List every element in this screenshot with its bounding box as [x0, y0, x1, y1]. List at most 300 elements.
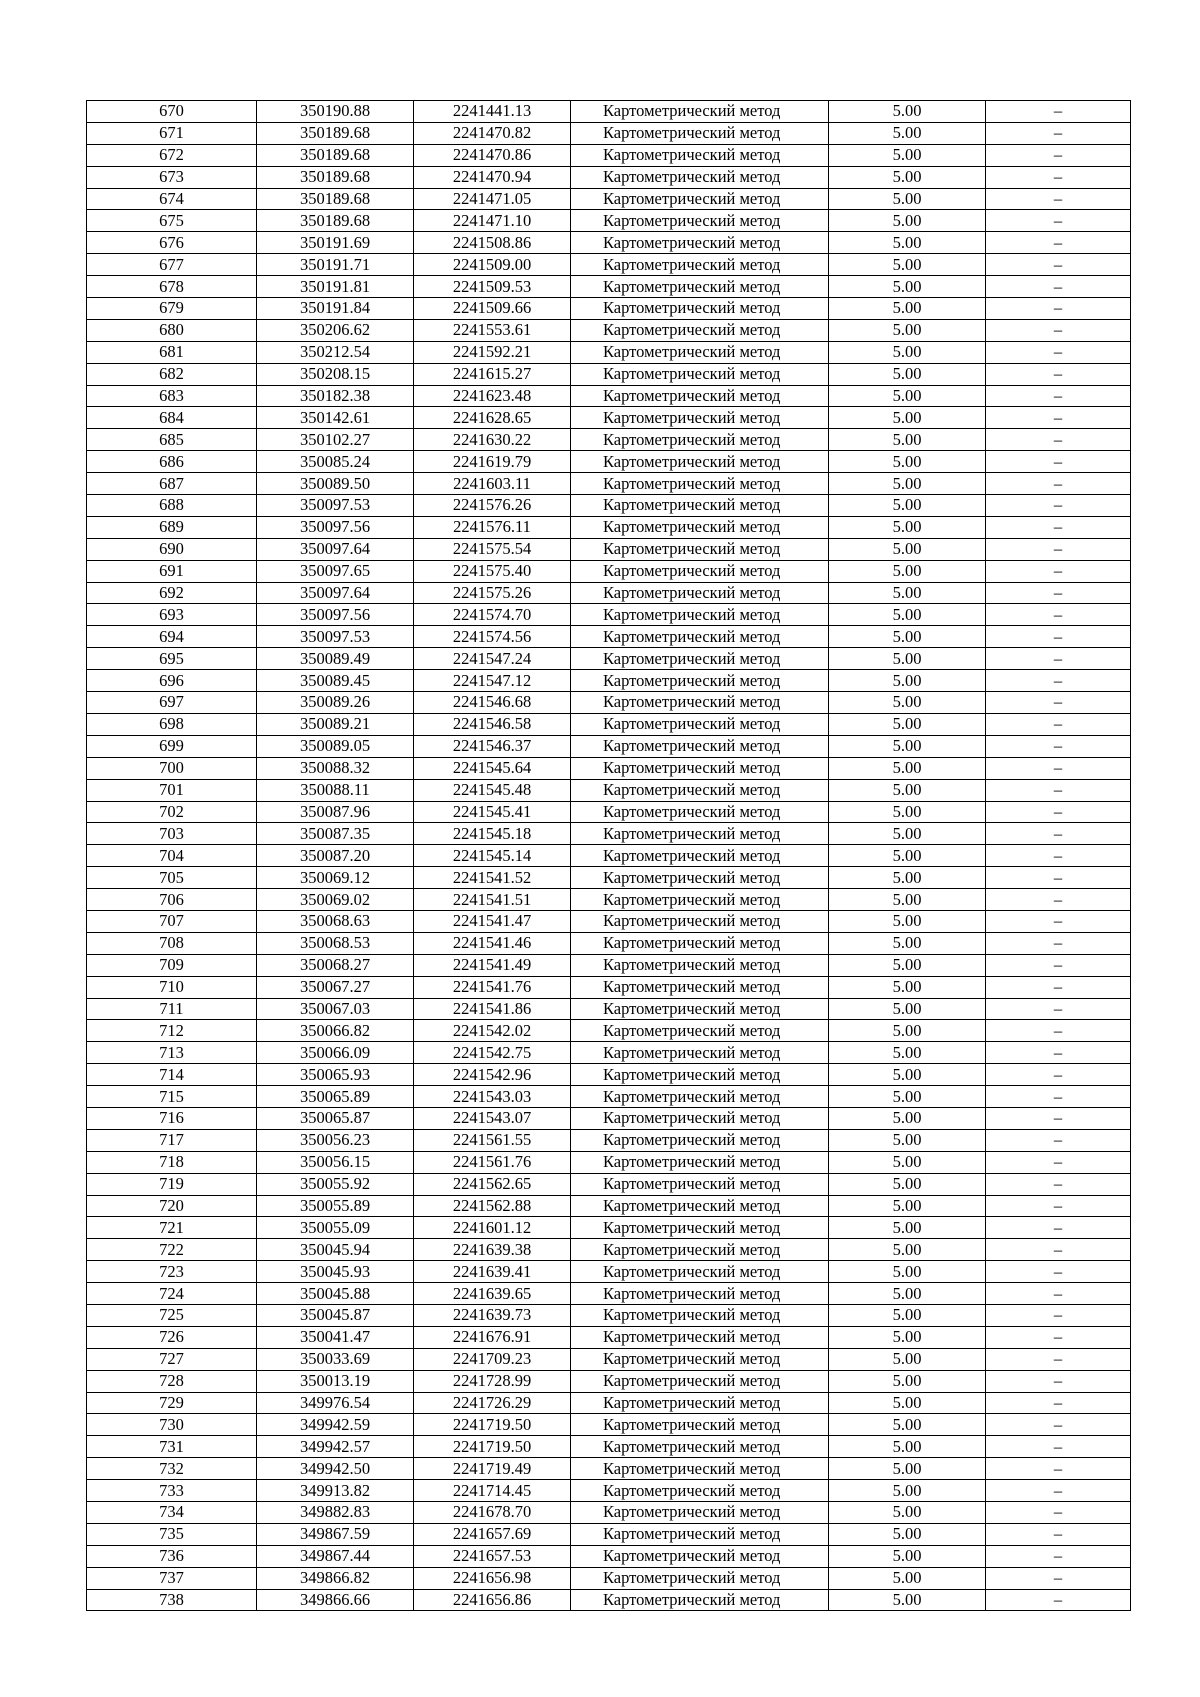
- table-row: [87, 1217, 1131, 1239]
- point-number-cell: 696: [87, 670, 257, 692]
- accuracy-cell: 5.00: [829, 1370, 986, 1392]
- x-coordinate-cell: 349913.82: [257, 1480, 414, 1502]
- description-cell: –: [986, 954, 1131, 976]
- description-cell: –: [986, 976, 1131, 998]
- accuracy-cell: 5.00: [829, 1567, 986, 1589]
- x-coordinate-cell: 350089.21: [257, 713, 414, 735]
- point-number-cell: 686: [87, 451, 257, 473]
- description-cell: –: [986, 670, 1131, 692]
- y-coordinate-cell: 2241678.70: [414, 1502, 571, 1524]
- x-coordinate-cell: 350067.27: [257, 976, 414, 998]
- method-cell: Картометрический метод: [571, 1064, 829, 1086]
- y-coordinate-cell: 2241542.75: [414, 1042, 571, 1064]
- accuracy-cell: 5.00: [829, 451, 986, 473]
- accuracy-cell: 5.00: [829, 166, 986, 188]
- method-cell: Картометрический метод: [571, 845, 829, 867]
- method-cell: Картометрический метод: [571, 670, 829, 692]
- description-cell: –: [986, 516, 1131, 538]
- description-cell: –: [986, 538, 1131, 560]
- y-coordinate-cell: 2241547.24: [414, 648, 571, 670]
- table-row: [87, 692, 1131, 714]
- table-row: [87, 144, 1131, 166]
- method-cell: Картометрический метод: [571, 1545, 829, 1567]
- y-coordinate-cell: 2241470.94: [414, 166, 571, 188]
- table-row: [87, 122, 1131, 144]
- point-number-cell: 735: [87, 1523, 257, 1545]
- accuracy-cell: 5.00: [829, 1414, 986, 1436]
- y-coordinate-cell: 2241719.50: [414, 1414, 571, 1436]
- y-coordinate-cell: 2241576.26: [414, 495, 571, 517]
- table-row: [87, 385, 1131, 407]
- y-coordinate-cell: 2241545.18: [414, 823, 571, 845]
- y-coordinate-cell: 2241509.00: [414, 254, 571, 276]
- x-coordinate-cell: 350066.09: [257, 1042, 414, 1064]
- table-row: [87, 341, 1131, 363]
- description-cell: –: [986, 166, 1131, 188]
- description-cell: –: [986, 648, 1131, 670]
- point-number-cell: 736: [87, 1545, 257, 1567]
- y-coordinate-cell: 2241639.41: [414, 1261, 571, 1283]
- method-cell: Картометрический метод: [571, 648, 829, 670]
- table-row: [87, 932, 1131, 954]
- table-row: [87, 910, 1131, 932]
- accuracy-cell: 5.00: [829, 516, 986, 538]
- table-row: [87, 188, 1131, 210]
- table-row: [87, 1020, 1131, 1042]
- accuracy-cell: 5.00: [829, 560, 986, 582]
- x-coordinate-cell: 350055.92: [257, 1173, 414, 1195]
- description-cell: –: [986, 889, 1131, 911]
- accuracy-cell: 5.00: [829, 1502, 986, 1524]
- method-cell: Картометрический метод: [571, 1239, 829, 1261]
- method-cell: Картометрический метод: [571, 451, 829, 473]
- method-cell: Картометрический метод: [571, 626, 829, 648]
- x-coordinate-cell: 349882.83: [257, 1502, 414, 1524]
- description-cell: –: [986, 122, 1131, 144]
- x-coordinate-cell: 350055.89: [257, 1195, 414, 1217]
- table-row: [87, 363, 1131, 385]
- method-cell: Картометрический метод: [571, 582, 829, 604]
- accuracy-cell: 5.00: [829, 910, 986, 932]
- method-cell: Картометрический метод: [571, 1151, 829, 1173]
- method-cell: Картометрический метод: [571, 823, 829, 845]
- description-cell: –: [986, 1370, 1131, 1392]
- accuracy-cell: 5.00: [829, 1545, 986, 1567]
- point-number-cell: 709: [87, 954, 257, 976]
- y-coordinate-cell: 2241656.98: [414, 1567, 571, 1589]
- x-coordinate-cell: 350087.20: [257, 845, 414, 867]
- method-cell: Картометрический метод: [571, 122, 829, 144]
- accuracy-cell: 5.00: [829, 1064, 986, 1086]
- point-number-cell: 716: [87, 1107, 257, 1129]
- table-row: [87, 626, 1131, 648]
- accuracy-cell: 5.00: [829, 232, 986, 254]
- method-cell: Картометрический метод: [571, 298, 829, 320]
- y-coordinate-cell: 2241545.48: [414, 779, 571, 801]
- method-cell: Картометрический метод: [571, 1020, 829, 1042]
- table-row: [87, 1086, 1131, 1108]
- y-coordinate-cell: 2241471.05: [414, 188, 571, 210]
- y-coordinate-cell: 2241603.11: [414, 473, 571, 495]
- table-row: [87, 451, 1131, 473]
- description-cell: –: [986, 1151, 1131, 1173]
- method-cell: Картометрический метод: [571, 1348, 829, 1370]
- point-number-cell: 691: [87, 560, 257, 582]
- accuracy-cell: 5.00: [829, 1458, 986, 1480]
- accuracy-cell: 5.00: [829, 429, 986, 451]
- y-coordinate-cell: 2241592.21: [414, 341, 571, 363]
- y-coordinate-cell: 2241542.96: [414, 1064, 571, 1086]
- x-coordinate-cell: 350056.15: [257, 1151, 414, 1173]
- description-cell: –: [986, 582, 1131, 604]
- description-cell: –: [986, 429, 1131, 451]
- table-row: [87, 1173, 1131, 1195]
- accuracy-cell: 5.00: [829, 407, 986, 429]
- accuracy-cell: 5.00: [829, 823, 986, 845]
- table-row: [87, 495, 1131, 517]
- method-cell: Картометрический метод: [571, 1392, 829, 1414]
- y-coordinate-cell: 2241656.86: [414, 1589, 571, 1611]
- accuracy-cell: 5.00: [829, 976, 986, 998]
- table-row: [87, 779, 1131, 801]
- x-coordinate-cell: 350097.53: [257, 626, 414, 648]
- accuracy-cell: 5.00: [829, 713, 986, 735]
- method-cell: Картометрический метод: [571, 1261, 829, 1283]
- x-coordinate-cell: 350191.71: [257, 254, 414, 276]
- accuracy-cell: 5.00: [829, 538, 986, 560]
- accuracy-cell: 5.00: [829, 889, 986, 911]
- table-row: [87, 1107, 1131, 1129]
- accuracy-cell: 5.00: [829, 626, 986, 648]
- x-coordinate-cell: 350069.02: [257, 889, 414, 911]
- x-coordinate-cell: 350142.61: [257, 407, 414, 429]
- y-coordinate-cell: 2241545.41: [414, 801, 571, 823]
- accuracy-cell: 5.00: [829, 1480, 986, 1502]
- point-number-cell: 733: [87, 1480, 257, 1502]
- y-coordinate-cell: 2241509.53: [414, 276, 571, 298]
- description-cell: –: [986, 1414, 1131, 1436]
- table-row: [87, 801, 1131, 823]
- description-cell: –: [986, 1304, 1131, 1326]
- description-cell: –: [986, 451, 1131, 473]
- method-cell: Картометрический метод: [571, 1217, 829, 1239]
- x-coordinate-cell: 349866.66: [257, 1589, 414, 1611]
- method-cell: Картометрический метод: [571, 363, 829, 385]
- y-coordinate-cell: 2241541.86: [414, 998, 571, 1020]
- y-coordinate-cell: 2241546.37: [414, 735, 571, 757]
- table-row: [87, 560, 1131, 582]
- table-row: [87, 648, 1131, 670]
- table-row: [87, 1458, 1131, 1480]
- x-coordinate-cell: 350189.68: [257, 166, 414, 188]
- x-coordinate-cell: 350206.62: [257, 319, 414, 341]
- y-coordinate-cell: 2241543.07: [414, 1107, 571, 1129]
- point-number-cell: 698: [87, 713, 257, 735]
- point-number-cell: 692: [87, 582, 257, 604]
- table-row: [87, 298, 1131, 320]
- table-row: [87, 473, 1131, 495]
- point-number-cell: 682: [87, 363, 257, 385]
- description-cell: –: [986, 1502, 1131, 1524]
- table-row: [87, 254, 1131, 276]
- x-coordinate-cell: 350066.82: [257, 1020, 414, 1042]
- accuracy-cell: 5.00: [829, 932, 986, 954]
- y-coordinate-cell: 2241576.11: [414, 516, 571, 538]
- description-cell: –: [986, 319, 1131, 341]
- method-cell: Картометрический метод: [571, 232, 829, 254]
- point-number-cell: 680: [87, 319, 257, 341]
- description-cell: –: [986, 1261, 1131, 1283]
- description-cell: –: [986, 407, 1131, 429]
- point-number-cell: 711: [87, 998, 257, 1020]
- description-cell: –: [986, 560, 1131, 582]
- y-coordinate-cell: 2241657.53: [414, 1545, 571, 1567]
- x-coordinate-cell: 350097.65: [257, 560, 414, 582]
- x-coordinate-cell: 350089.45: [257, 670, 414, 692]
- method-cell: Картометрический метод: [571, 867, 829, 889]
- y-coordinate-cell: 2241470.82: [414, 122, 571, 144]
- x-coordinate-cell: 350087.35: [257, 823, 414, 845]
- method-cell: Картометрический метод: [571, 910, 829, 932]
- method-cell: Картометрический метод: [571, 429, 829, 451]
- point-number-cell: 732: [87, 1458, 257, 1480]
- x-coordinate-cell: 350097.64: [257, 582, 414, 604]
- x-coordinate-cell: 350068.27: [257, 954, 414, 976]
- method-cell: Картометрический метод: [571, 1436, 829, 1458]
- table-row: [87, 1283, 1131, 1305]
- accuracy-cell: 5.00: [829, 276, 986, 298]
- method-cell: Картометрический метод: [571, 1129, 829, 1151]
- description-cell: –: [986, 757, 1131, 779]
- description-cell: –: [986, 298, 1131, 320]
- y-coordinate-cell: 2241541.76: [414, 976, 571, 998]
- point-number-cell: 700: [87, 757, 257, 779]
- description-cell: –: [986, 867, 1131, 889]
- description-cell: –: [986, 276, 1131, 298]
- x-coordinate-cell: 350208.15: [257, 363, 414, 385]
- table-row: [87, 210, 1131, 232]
- point-number-cell: 681: [87, 341, 257, 363]
- x-coordinate-cell: 350065.89: [257, 1086, 414, 1108]
- point-number-cell: 671: [87, 122, 257, 144]
- x-coordinate-cell: 350097.64: [257, 538, 414, 560]
- method-cell: Картометрический метод: [571, 1107, 829, 1129]
- table-row: [87, 757, 1131, 779]
- x-coordinate-cell: 350189.68: [257, 210, 414, 232]
- y-coordinate-cell: 2241709.23: [414, 1348, 571, 1370]
- accuracy-cell: 5.00: [829, 122, 986, 144]
- table-row: [87, 232, 1131, 254]
- table-row: [87, 1370, 1131, 1392]
- point-number-cell: 670: [87, 101, 257, 123]
- point-number-cell: 693: [87, 604, 257, 626]
- y-coordinate-cell: 2241441.13: [414, 101, 571, 123]
- method-cell: Картометрический метод: [571, 276, 829, 298]
- description-cell: –: [986, 1086, 1131, 1108]
- table-row: [87, 538, 1131, 560]
- point-number-cell: 688: [87, 495, 257, 517]
- y-coordinate-cell: 2241630.22: [414, 429, 571, 451]
- x-coordinate-cell: 350065.93: [257, 1064, 414, 1086]
- y-coordinate-cell: 2241542.02: [414, 1020, 571, 1042]
- x-coordinate-cell: 350068.53: [257, 932, 414, 954]
- description-cell: –: [986, 385, 1131, 407]
- point-number-cell: 725: [87, 1304, 257, 1326]
- description-cell: –: [986, 1217, 1131, 1239]
- table-row: [87, 407, 1131, 429]
- y-coordinate-cell: 2241728.99: [414, 1370, 571, 1392]
- point-number-cell: 718: [87, 1151, 257, 1173]
- accuracy-cell: 5.00: [829, 1326, 986, 1348]
- table-row: [87, 166, 1131, 188]
- accuracy-cell: 5.00: [829, 363, 986, 385]
- accuracy-cell: 5.00: [829, 1173, 986, 1195]
- table-row: [87, 516, 1131, 538]
- method-cell: Картометрический метод: [571, 889, 829, 911]
- description-cell: –: [986, 910, 1131, 932]
- description-cell: –: [986, 1458, 1131, 1480]
- y-coordinate-cell: 2241508.86: [414, 232, 571, 254]
- accuracy-cell: 5.00: [829, 1523, 986, 1545]
- table-row: [87, 713, 1131, 735]
- point-number-cell: 677: [87, 254, 257, 276]
- description-cell: –: [986, 1589, 1131, 1611]
- point-number-cell: 673: [87, 166, 257, 188]
- table-row: [87, 1436, 1131, 1458]
- point-number-cell: 695: [87, 648, 257, 670]
- point-number-cell: 706: [87, 889, 257, 911]
- point-number-cell: 690: [87, 538, 257, 560]
- table-row: [87, 735, 1131, 757]
- point-number-cell: 726: [87, 1326, 257, 1348]
- table-row: [87, 1151, 1131, 1173]
- x-coordinate-cell: 350191.69: [257, 232, 414, 254]
- method-cell: Картометрический метод: [571, 341, 829, 363]
- x-coordinate-cell: 350033.69: [257, 1348, 414, 1370]
- document-page: [86, 100, 1130, 1611]
- x-coordinate-cell: 350191.84: [257, 298, 414, 320]
- point-number-cell: 738: [87, 1589, 257, 1611]
- method-cell: Картометрический метод: [571, 1502, 829, 1524]
- accuracy-cell: 5.00: [829, 210, 986, 232]
- accuracy-cell: 5.00: [829, 473, 986, 495]
- table-row: [87, 429, 1131, 451]
- x-coordinate-cell: 350041.47: [257, 1326, 414, 1348]
- description-cell: –: [986, 998, 1131, 1020]
- y-coordinate-cell: 2241541.52: [414, 867, 571, 889]
- description-cell: –: [986, 1348, 1131, 1370]
- accuracy-cell: 5.00: [829, 385, 986, 407]
- x-coordinate-cell: 350045.93: [257, 1261, 414, 1283]
- y-coordinate-cell: 2241545.64: [414, 757, 571, 779]
- table-row: [87, 998, 1131, 1020]
- point-number-cell: 701: [87, 779, 257, 801]
- table-row: [87, 1304, 1131, 1326]
- point-number-cell: 737: [87, 1567, 257, 1589]
- method-cell: Картометрический метод: [571, 254, 829, 276]
- x-coordinate-cell: 350045.88: [257, 1283, 414, 1305]
- description-cell: –: [986, 692, 1131, 714]
- y-coordinate-cell: 2241615.27: [414, 363, 571, 385]
- description-cell: –: [986, 495, 1131, 517]
- point-number-cell: 712: [87, 1020, 257, 1042]
- description-cell: –: [986, 801, 1131, 823]
- table-row: [87, 1129, 1131, 1151]
- method-cell: Картометрический метод: [571, 560, 829, 582]
- table-row: [87, 1523, 1131, 1545]
- point-number-cell: 731: [87, 1436, 257, 1458]
- x-coordinate-cell: 350097.53: [257, 495, 414, 517]
- table-row: [87, 319, 1131, 341]
- y-coordinate-cell: 2241657.69: [414, 1523, 571, 1545]
- accuracy-cell: 5.00: [829, 1086, 986, 1108]
- table-row: [87, 1195, 1131, 1217]
- table-row: [87, 1239, 1131, 1261]
- table-row: [87, 582, 1131, 604]
- description-cell: –: [986, 1326, 1131, 1348]
- method-cell: Картометрический метод: [571, 692, 829, 714]
- accuracy-cell: 5.00: [829, 954, 986, 976]
- x-coordinate-cell: 349867.59: [257, 1523, 414, 1545]
- description-cell: –: [986, 1436, 1131, 1458]
- y-coordinate-cell: 2241639.73: [414, 1304, 571, 1326]
- point-number-cell: 694: [87, 626, 257, 648]
- description-cell: –: [986, 1064, 1131, 1086]
- accuracy-cell: 5.00: [829, 845, 986, 867]
- point-number-cell: 699: [87, 735, 257, 757]
- method-cell: Картометрический метод: [571, 779, 829, 801]
- method-cell: Картометрический метод: [571, 604, 829, 626]
- accuracy-cell: 5.00: [829, 1589, 986, 1611]
- method-cell: Картометрический метод: [571, 976, 829, 998]
- accuracy-cell: 5.00: [829, 319, 986, 341]
- y-coordinate-cell: 2241619.79: [414, 451, 571, 473]
- point-number-cell: 729: [87, 1392, 257, 1414]
- table-row: [87, 1326, 1131, 1348]
- method-cell: Картометрический метод: [571, 713, 829, 735]
- point-number-cell: 685: [87, 429, 257, 451]
- point-number-cell: 675: [87, 210, 257, 232]
- method-cell: Картометрический метод: [571, 954, 829, 976]
- description-cell: –: [986, 1283, 1131, 1305]
- y-coordinate-cell: 2241541.46: [414, 932, 571, 954]
- table-row: [87, 1502, 1131, 1524]
- accuracy-cell: 5.00: [829, 1042, 986, 1064]
- table-row: [87, 889, 1131, 911]
- method-cell: Картометрический метод: [571, 1567, 829, 1589]
- point-number-cell: 720: [87, 1195, 257, 1217]
- description-cell: –: [986, 1042, 1131, 1064]
- accuracy-cell: 5.00: [829, 670, 986, 692]
- description-cell: –: [986, 604, 1131, 626]
- method-cell: Картометрический метод: [571, 1480, 829, 1502]
- point-number-cell: 672: [87, 144, 257, 166]
- description-cell: –: [986, 779, 1131, 801]
- accuracy-cell: 5.00: [829, 801, 986, 823]
- accuracy-cell: 5.00: [829, 298, 986, 320]
- point-number-cell: 704: [87, 845, 257, 867]
- y-coordinate-cell: 2241561.55: [414, 1129, 571, 1151]
- x-coordinate-cell: 349976.54: [257, 1392, 414, 1414]
- point-number-cell: 676: [87, 232, 257, 254]
- x-coordinate-cell: 350089.50: [257, 473, 414, 495]
- x-coordinate-cell: 350097.56: [257, 516, 414, 538]
- x-coordinate-cell: 350085.24: [257, 451, 414, 473]
- method-cell: Картометрический метод: [571, 735, 829, 757]
- point-number-cell: 722: [87, 1239, 257, 1261]
- point-number-cell: 715: [87, 1086, 257, 1108]
- y-coordinate-cell: 2241547.12: [414, 670, 571, 692]
